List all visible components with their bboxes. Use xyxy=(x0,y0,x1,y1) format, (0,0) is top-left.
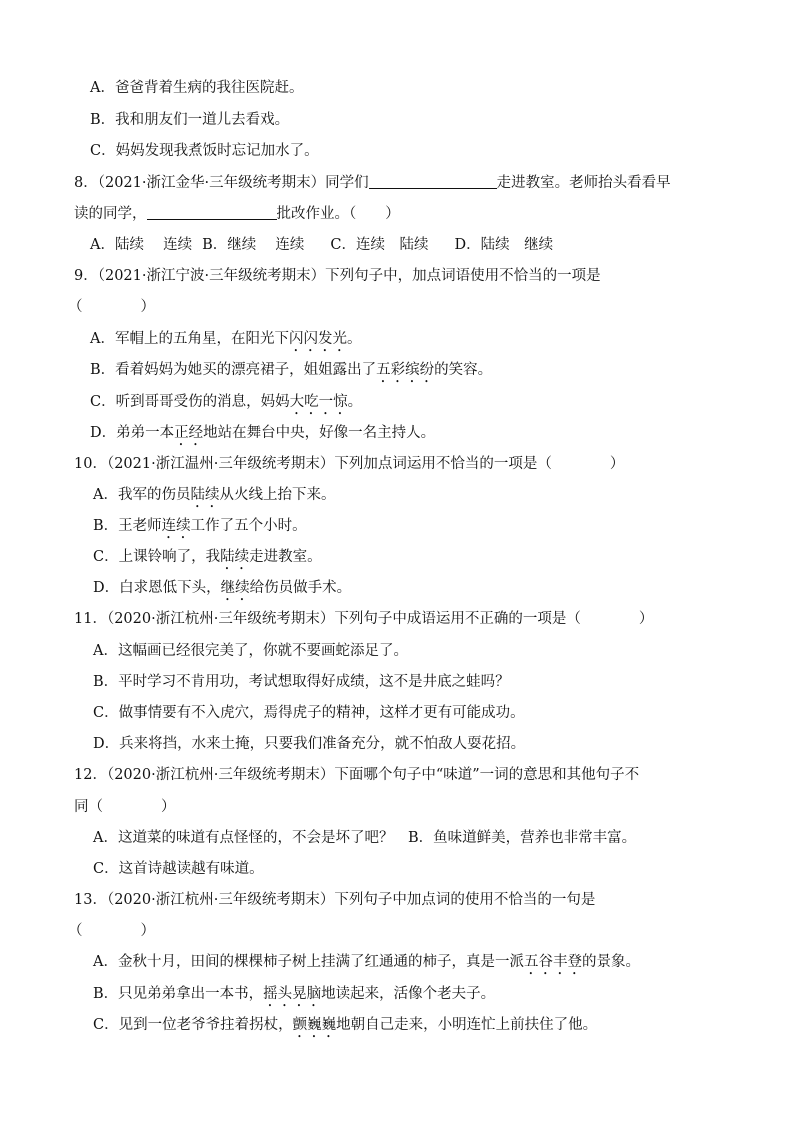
q10-option-a: A．我军的伤员陆续从火线上抬下来。 xyxy=(93,487,336,503)
q11-option-c: C．做事情要有不入虎穴，焉得虎子的精神，这样才更有可能成功。 xyxy=(93,705,525,721)
q9-option-a-dotted-word: 闪闪发光 xyxy=(288,331,347,347)
q8-option-b: B．继续 连续 xyxy=(202,237,305,253)
q13-option-a-dotted-word: 五谷丰登 xyxy=(523,954,582,970)
q9-option-c: C．听到哥哥受伤的消息，妈妈大吃一惊。 xyxy=(90,394,363,410)
q13-option-b-dotted-word: 摇头晃脑 xyxy=(263,986,322,1002)
q13-option-b: B．只见弟弟拿出一本书，摇头晃脑地读起来，活像个老夫子。 xyxy=(93,986,496,1002)
q12-option-a-b: A．这道菜的味道有点怪怪的，不会是坏了吧？ B．鱼味道鲜美，营养也非常丰富。 xyxy=(93,830,637,846)
q13-option-c: C．见到一位老爷爷拄着拐杖，颤巍巍地朝自己走来，小明连忙上前扶住了他。 xyxy=(93,1017,598,1033)
q12-stem-line2: 同（ ） xyxy=(74,799,176,815)
q8-stem-line2 xyxy=(74,204,400,224)
q10-option-a-dotted-word: 陆续 xyxy=(190,487,220,503)
q8-stem-line2-suffix: 批改作业。（ ） xyxy=(276,206,400,222)
q12-stem: 12．（2020·浙江杭州·三年级统考期末）下面哪个句子中“味道”一词的意思和其他句子不 xyxy=(74,767,640,783)
carry-option-a: A．爸爸背着生病的我往医院赶。 xyxy=(90,80,304,96)
q8-stem-mid: 走进教室。老师抬头看看早 xyxy=(496,175,671,191)
q9-option-a: A．军帽上的五角星，在阳光下闪闪发光。 xyxy=(90,331,362,347)
q9-option-d: D．弟弟一本正经地站在舞台中央，好像一名主持人。 xyxy=(90,425,436,441)
q10-option-b: B．王老师连续工作了五个小时。 xyxy=(93,518,307,534)
q8-blank-2 xyxy=(147,204,277,220)
q8-option-a: A．陆续 连续 xyxy=(90,237,193,253)
q8-stem-line1 xyxy=(74,173,671,193)
q13-stem: 13．（2020·浙江杭州·三年级统考期末）下列句子中加点词的使用不恰当的一句是 xyxy=(74,892,596,908)
q8-blank-1 xyxy=(369,173,497,189)
q11-option-a: A．这幅画已经很完美了，你就不要画蛇添足了。 xyxy=(93,643,408,659)
q10-option-c-dotted-word: 陆续 xyxy=(220,549,250,565)
q13-answer-paren: （ ） xyxy=(68,923,155,939)
q9-option-d-dotted-word: 正经 xyxy=(174,425,204,441)
q13-option-c-dotted-word: 颤巍巍 xyxy=(292,1017,337,1033)
q9-option-b: B．看着妈妈为她买的漂亮裙子，姐姐露出了五彩缤纷的笑容。 xyxy=(90,362,493,378)
q10-option-d-dotted-word: 继续 xyxy=(220,580,250,596)
q9-option-b-dotted-word: 五彩缤纷 xyxy=(376,362,435,378)
carry-option-b: B．我和朋友们一道儿去看戏。 xyxy=(90,112,290,128)
carry-option-c: C．妈妈发现我煮饭时忘记加水了。 xyxy=(90,143,319,159)
q8-options xyxy=(90,235,553,255)
q10-option-d: D．白求恩低下头，继续给伤员做手术。 xyxy=(93,580,352,596)
q8-stem-prefix: 8．（2021·浙江金华·三年级统考期末）同学们 xyxy=(74,175,369,191)
q10-option-c: C．上课铃响了，我陆续走进教室。 xyxy=(93,549,322,565)
q9-stem: 9．（2021·浙江宁波·三年级统考期末）下列句子中，加点词语使用不恰当的一项是 xyxy=(74,268,601,284)
q10-option-b-dotted-word: 连续 xyxy=(161,518,191,534)
q8-stem-line2-prefix: 读的同学， xyxy=(74,206,147,222)
q12-option-c: C．这首诗越读越有味道。 xyxy=(93,861,264,877)
q13-option-a: A．金秋十月，田间的棵棵柿子树上挂满了红通通的柿子，真是一派五谷丰登的景象。 xyxy=(93,954,640,970)
q11-stem: 11．（2020·浙江杭州·三年级统考期末）下列句子中成语运用不正确的一项是（ ） xyxy=(74,611,654,627)
q8-option-c: C．连续 陆续 xyxy=(330,237,429,253)
q10-stem: 10．（2021·浙江温州·三年级统考期末）下列加点词运用不恰当的一项是（ ） xyxy=(74,456,625,472)
q9-answer-paren: （ ） xyxy=(68,299,155,315)
q9-option-c-dotted-word: 大吃一惊 xyxy=(289,394,348,410)
q11-option-d: D．兵来将挡，水来土掩，只要我们准备充分，就不怕敌人耍花招。 xyxy=(93,736,526,752)
q8-option-d: D．陆续 继续 xyxy=(454,237,554,253)
q11-option-b: B．平时学习不肯用功，考试想取得好成绩，这不是井底之蛙吗？ xyxy=(93,674,510,690)
